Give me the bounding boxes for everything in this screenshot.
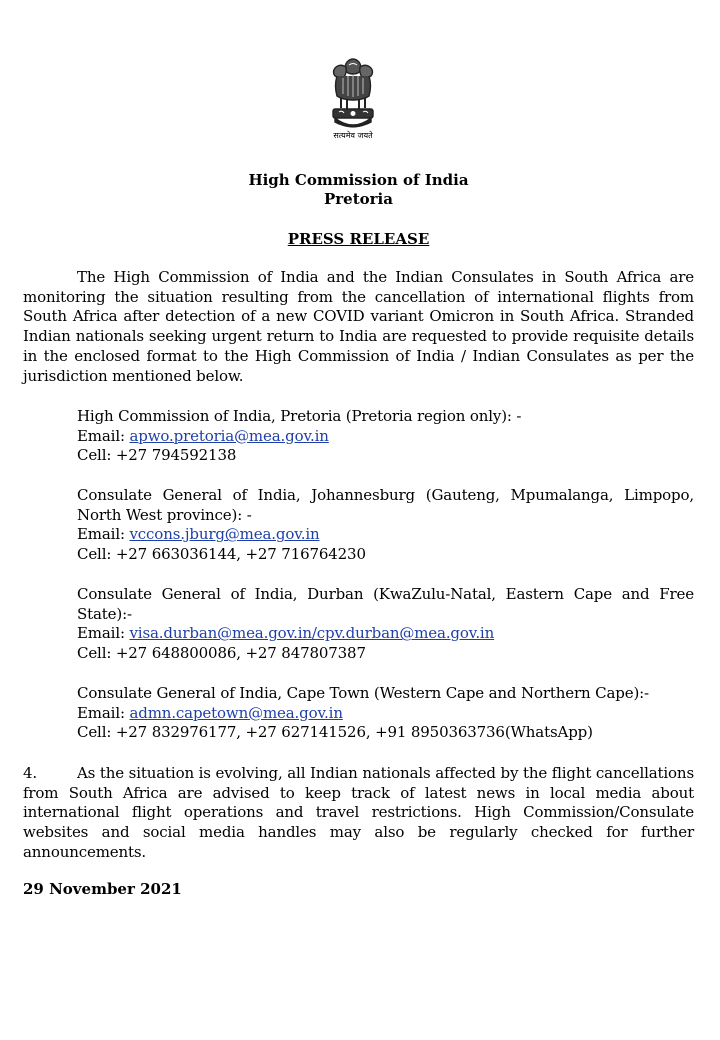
intro-paragraph: The High Commission of India and the Indian Consulates in South Africa are monitoring the situation resulting from the cancellation of international flights from South Africa after detection of a new COVID variant Omicron in South Africa. Stranded Indian nationals seeking urgent return to India are requested to provide requisite details in the enclosed format to the High Commission of India / Indian Consulates as per the jurisdiction mentioned below. bbox=[23, 268, 694, 385]
contact-block-johannesburg bbox=[77, 486, 694, 565]
email-line bbox=[77, 525, 694, 545]
contact-block-pretoria bbox=[77, 407, 694, 466]
contact-block-durban bbox=[77, 585, 694, 664]
advisory-text: As the situation is evolving, all Indian nationals affected by the flight cancellations from South Africa are advised to keep track of latest news in local media about international flight operations and travel restrictions. High Commission/Consulate websites and social media handles may also be regularly checked for further announcements. bbox=[23, 764, 694, 861]
email-label: Email: bbox=[77, 703, 130, 722]
email-link[interactable]: apwo.pretoria@mea.gov.in bbox=[129, 426, 329, 445]
paragraph-number: 4. bbox=[23, 764, 38, 782]
email-line bbox=[77, 624, 694, 644]
email-label: Email: bbox=[77, 525, 130, 544]
office-name: High Commission of India, Pretoria (Pretoria region only): - bbox=[77, 407, 522, 425]
release-date: 29 November 2021 bbox=[23, 880, 182, 898]
organization-city: Pretoria bbox=[324, 190, 393, 208]
email-line bbox=[77, 704, 694, 724]
office-name: Consulate General of India, Johannesburg (Gauteng, Mpumalanga, Limpopo, North West province): - bbox=[77, 486, 694, 524]
email-label: Email: bbox=[77, 624, 130, 643]
organization-name: High Commission of India bbox=[248, 171, 469, 189]
email-link[interactable]: vccons.jburg@mea.gov.in bbox=[129, 525, 320, 544]
email-label: Email: bbox=[77, 426, 130, 445]
contact-block-cape-town bbox=[77, 684, 694, 743]
email-link[interactable]: admn.capetown@mea.gov.in bbox=[129, 703, 343, 722]
cell-numbers: Cell: +27 794592138 bbox=[77, 446, 237, 465]
office-name: Consulate General of India, Cape Town (Western Cape and Northern Cape):- bbox=[77, 684, 649, 702]
cell-numbers: Cell: +27 663036144, +27 716764230 bbox=[77, 545, 366, 564]
cell-numbers: Cell: +27 648800086, +27 847807387 bbox=[77, 644, 366, 663]
advisory-paragraph bbox=[23, 764, 694, 863]
cell-numbers: Cell: +27 832976177, +27 627141526, +91 8950363736(WhatsApp) bbox=[77, 723, 593, 742]
document-title: PRESS RELEASE bbox=[287, 230, 430, 248]
office-name: Consulate General of India, Durban (KwaZulu-Natal, Eastern Cape and Free State):- bbox=[77, 585, 694, 623]
email-link[interactable]: visa.durban@mea.gov.in/cpv.durban@mea.gov.in bbox=[129, 624, 495, 643]
emblem-motto: सत्यमेव जयते bbox=[333, 131, 373, 140]
email-line bbox=[77, 427, 694, 447]
